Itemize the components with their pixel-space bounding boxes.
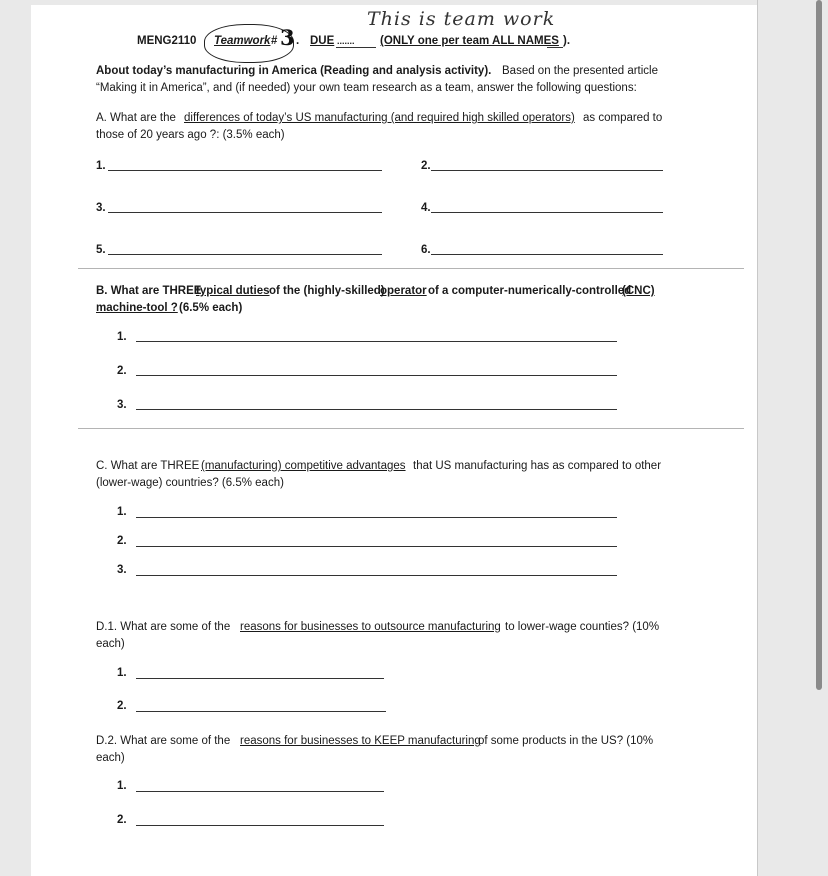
d2-answer-line-2[interactable] xyxy=(136,825,384,826)
a-answer-line-1[interactable] xyxy=(108,170,382,171)
section-c-p1: C. What are THREE xyxy=(96,460,200,472)
section-b-u4: machine-tool ? xyxy=(96,302,178,314)
a-item-1-label: 1. xyxy=(96,160,106,172)
section-c-u1: (manufacturing) competitive advantages xyxy=(201,460,406,472)
only-one-note: (ONLY one per team ALL NAMES xyxy=(380,35,559,47)
section-d2-p2: of some products in the US? (10% xyxy=(478,735,654,747)
a-answer-line-5[interactable] xyxy=(108,254,382,255)
a-answer-line-4[interactable] xyxy=(431,212,663,213)
c-item-1-label: 1. xyxy=(117,506,127,518)
header-dot: . xyxy=(296,35,300,47)
intro-line1-bold: About today’s manufacturing in America (Reading and analysis activity). xyxy=(96,65,492,77)
b-answer-line-1[interactable] xyxy=(136,341,617,342)
names-underline xyxy=(547,47,563,48)
c-item-3-label: 3. xyxy=(117,564,127,576)
section-b-p1: B. What are THREE xyxy=(96,285,202,297)
b-item-2-label: 2. xyxy=(117,365,127,377)
a-item-6-label: 6. xyxy=(421,244,431,256)
due-underline xyxy=(336,47,376,48)
a-answer-line-3[interactable] xyxy=(108,212,382,213)
section-d2-p1: D.2. What are some of the xyxy=(96,735,231,747)
section-b-u1: typical duties xyxy=(196,285,270,297)
section-c-p2: that US manufacturing has as compared to other xyxy=(413,460,662,472)
section-d1-p2: to lower-wage counties? (10% xyxy=(505,621,660,633)
vertical-scrollbar[interactable] xyxy=(816,0,822,690)
section-d2-line2: each) xyxy=(96,752,125,764)
teamwork-number: 3 xyxy=(280,25,296,50)
d1-item-1-label: 1. xyxy=(117,667,127,679)
section-divider-a xyxy=(78,268,744,269)
teamwork-label: Teamwork xyxy=(214,35,271,47)
d2-item-2-label: 2. xyxy=(117,814,127,826)
d1-item-2-label: 2. xyxy=(117,700,127,712)
a-item-2-label: 2. xyxy=(421,160,431,172)
section-divider-b xyxy=(78,428,744,429)
handwritten-note: This is team work xyxy=(367,8,556,30)
section-d1-p1: D.1. What are some of the xyxy=(96,621,231,633)
intro-line1-rest: Based on the presented article xyxy=(502,65,658,77)
section-b-u3: (CNC) xyxy=(622,285,655,297)
b-answer-line-3[interactable] xyxy=(136,409,617,410)
c-answer-line-1[interactable] xyxy=(136,517,617,518)
a-item-3-label: 3. xyxy=(96,202,106,214)
d2-item-1-label: 1. xyxy=(117,780,127,792)
c-item-2-label: 2. xyxy=(117,535,127,547)
section-c-line2: (lower-wage) countries? (6.5% each) xyxy=(96,477,284,489)
section-a-line2: those of 20 years ago ?: (3.5% each) xyxy=(96,129,285,141)
section-a-suffix: as compared to xyxy=(583,112,663,124)
course-code: MENG2110 xyxy=(137,35,197,47)
b-answer-line-2[interactable] xyxy=(136,375,617,376)
section-b-p4: (6.5% each) xyxy=(179,302,243,314)
a-answer-line-2[interactable] xyxy=(431,170,663,171)
d2-answer-line-1[interactable] xyxy=(136,791,384,792)
due-dots: ....... xyxy=(337,36,355,46)
section-b-u2: operator xyxy=(380,285,427,297)
section-d1-u1: reasons for businesses to outsource manufacturing xyxy=(240,621,501,633)
c-answer-line-3[interactable] xyxy=(136,575,617,576)
section-d1-line2: each) xyxy=(96,638,125,650)
a-answer-line-6[interactable] xyxy=(431,254,663,255)
intro-line2: “Making it in America”, and (if needed) your own team research as a team, answer the following questions: xyxy=(96,82,637,94)
page-edge xyxy=(757,0,758,876)
a-item-4-label: 4. xyxy=(421,202,431,214)
section-d2-u1: reasons for businesses to KEEP manufacturing xyxy=(240,735,481,747)
section-a-underlined: differences of today’s US manufacturing (and required high skilled operators) xyxy=(184,112,575,124)
due-label: DUE xyxy=(310,35,335,47)
c-answer-line-2[interactable] xyxy=(136,546,617,547)
b-item-3-label: 3. xyxy=(117,399,127,411)
a-item-5-label: 5. xyxy=(96,244,106,256)
b-item-1-label: 1. xyxy=(117,331,127,343)
section-b-p2: of the (highly-skilled) xyxy=(269,285,385,297)
d1-answer-line-1[interactable] xyxy=(136,678,384,679)
section-b-p3: of a computer-numerically-controlled xyxy=(428,285,632,297)
section-a-prefix: A. What are the xyxy=(96,112,176,124)
d1-answer-line-2[interactable] xyxy=(136,711,386,712)
header-close: ). xyxy=(563,35,571,47)
number-prefix: # xyxy=(271,35,278,47)
